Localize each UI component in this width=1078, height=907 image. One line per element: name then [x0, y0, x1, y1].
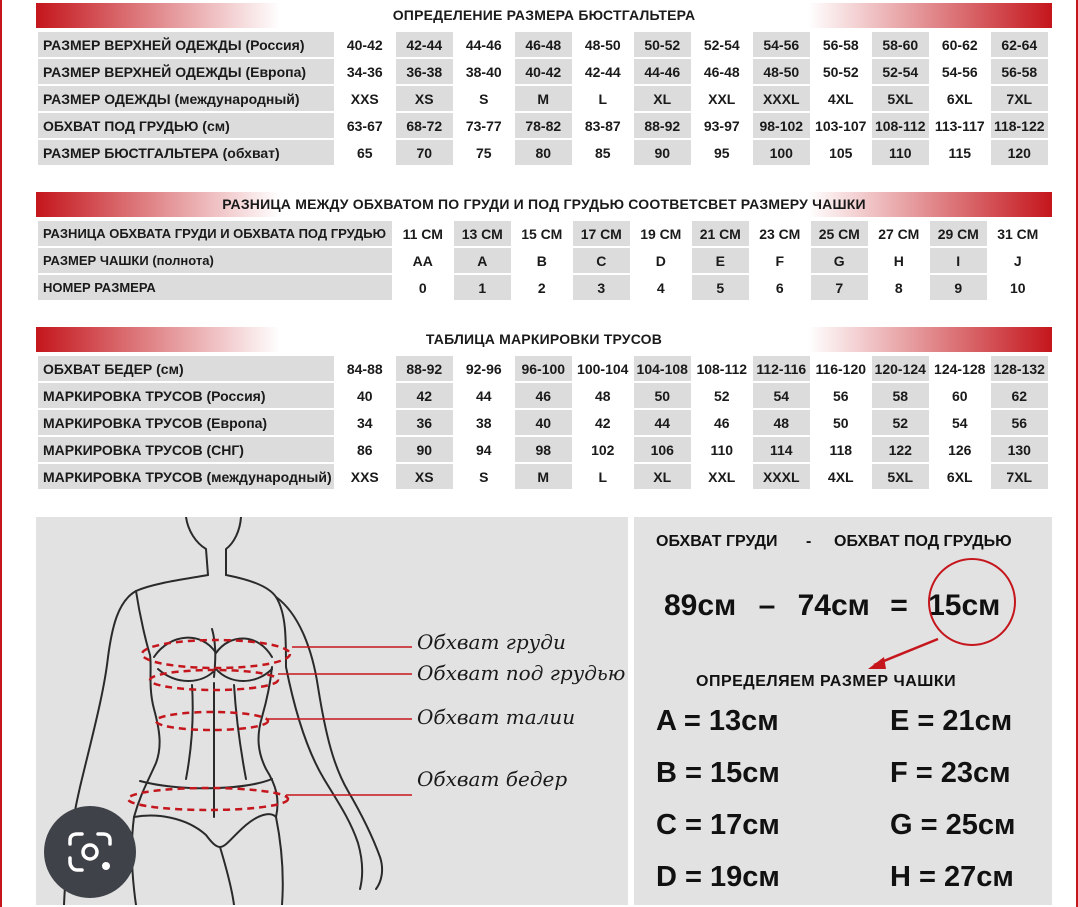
table-cell: F — [751, 248, 809, 273]
table-cell: 46 — [515, 383, 573, 408]
table-cell: 6XL — [931, 86, 989, 111]
chest-label: Обхват груди — [417, 630, 566, 654]
table-cell: 70 — [396, 140, 454, 165]
table-cell: 42 — [574, 410, 632, 435]
table-cell: 50 — [634, 383, 692, 408]
table-cell: 44 — [455, 383, 513, 408]
table-cell: 38-40 — [455, 59, 513, 84]
table-cell: 63-67 — [336, 113, 394, 138]
table-cell: 56-58 — [991, 59, 1049, 84]
table-cell: 21 СМ — [692, 221, 750, 246]
cup-b-value: B = 15см — [656, 757, 780, 789]
table-cell: 95 — [693, 140, 751, 165]
table-cell: 52-54 — [872, 59, 930, 84]
table-cell: 5XL — [872, 464, 930, 489]
table-cell: 48-50 — [574, 32, 632, 57]
calc-subtitle: ОПРЕДЕЛЯЕМ РАЗМЕР ЧАШКИ — [696, 673, 957, 690]
cup-d-value: D = 19см — [656, 861, 780, 893]
table-cell: 126 — [931, 437, 989, 462]
table-cell: 7XL — [991, 86, 1049, 111]
formula-minus: – — [758, 589, 776, 622]
table-cell: D — [632, 248, 690, 273]
table-row — [38, 437, 1048, 462]
table-cell: 27 СМ — [870, 221, 928, 246]
table-cell: 110 — [693, 437, 751, 462]
arrow-icon — [864, 635, 944, 675]
table-cell: 50-52 — [812, 59, 870, 84]
table-cell: 98 — [515, 437, 573, 462]
table-cell: 15 СМ — [513, 221, 571, 246]
table-cell: 116-120 — [812, 356, 870, 381]
table-cell: 7XL — [991, 464, 1049, 489]
cup-f-value: F = 23см — [890, 757, 1011, 789]
table-row — [38, 59, 1048, 84]
table-cell: M — [515, 86, 573, 111]
table-cell: 75 — [455, 140, 513, 165]
row-label: РАЗНИЦА ОБХВАТА ГРУДИ И ОБХВАТА ПОД ГРУДЬЮ — [38, 221, 392, 246]
table-cell: XS — [396, 464, 454, 489]
table-cell: 34-36 — [336, 59, 394, 84]
table-cell: 44 — [634, 410, 692, 435]
table-cell: 88-92 — [396, 356, 454, 381]
table-cell: 84-88 — [336, 356, 394, 381]
table-cell: 68-72 — [396, 113, 454, 138]
underbust-label: Обхват под грудью — [417, 661, 626, 685]
table-cell: 60-62 — [931, 32, 989, 57]
bra-section-title: ОПРЕДЕЛЕНИЕ РАЗМЕРА БЮСТГАЛЬТЕРА — [36, 3, 1052, 28]
table-cell: XL — [634, 86, 692, 111]
row-label: МАРКИРОВКА ТРУСОВ (международный) — [38, 464, 334, 489]
table-cell: 54-56 — [931, 59, 989, 84]
table-cell: XXL — [693, 86, 751, 111]
table-cell: XXS — [336, 464, 394, 489]
row-label: РАЗМЕР БЮСТГАЛЬТЕРА (обхват) — [38, 140, 334, 165]
table-cell: 86 — [336, 437, 394, 462]
table-cell: A — [454, 248, 512, 273]
table-cell: 31 СМ — [989, 221, 1047, 246]
row-label: РАЗМЕР ОДЕЖДЫ (международный) — [38, 86, 334, 111]
table-cell: 98-102 — [753, 113, 811, 138]
table-cell: 85 — [574, 140, 632, 165]
calc-header-dash: - — [806, 533, 812, 550]
cup-e-value: E = 21см — [890, 705, 1013, 737]
cup-c-value: C = 17см — [656, 809, 780, 841]
table-cell: 110 — [872, 140, 930, 165]
table-cell: AA — [394, 248, 452, 273]
cup-section-title: РАЗНИЦА МЕЖДУ ОБХВАТОМ ПО ГРУДИ И ПОД ГРУДЬЮ СООТВЕТСВЕТ РАЗМЕРУ ЧАШКИ — [36, 192, 1052, 217]
table-cell: 50 — [812, 410, 870, 435]
table-cell: 50-52 — [634, 32, 692, 57]
table-row — [38, 383, 1048, 408]
table-cell: 6XL — [931, 464, 989, 489]
table-cell: 80 — [515, 140, 573, 165]
table-cell: 124-128 — [931, 356, 989, 381]
table-cell: 2 — [513, 275, 571, 300]
table-cell: 83-87 — [574, 113, 632, 138]
cup-calculation-panel — [634, 517, 1052, 905]
calc-header-bust: ОБХВАТ ГРУДИ — [656, 533, 778, 550]
row-label: МАРКИРОВКА ТРУСОВ (Европа) — [38, 410, 334, 435]
table-cell: 5 — [692, 275, 750, 300]
table-cell: 42-44 — [396, 32, 454, 57]
table-cell: I — [930, 248, 988, 273]
cup-h-value: H = 27см — [890, 861, 1014, 893]
table-cell: 103-107 — [812, 113, 870, 138]
table-cell: 56-58 — [812, 32, 870, 57]
hips-label: Обхват бедер — [417, 767, 568, 791]
table-row — [38, 464, 1048, 489]
table-cell: 62 — [991, 383, 1049, 408]
table-cell: S — [455, 86, 513, 111]
table-cell: 38 — [455, 410, 513, 435]
table-cell: 120-124 — [872, 356, 930, 381]
table-cell: XL — [634, 464, 692, 489]
table-cell: 40-42 — [515, 59, 573, 84]
row-label: ОБХВАТ БЕДЕР (см) — [38, 356, 334, 381]
table-cell: 92-96 — [455, 356, 513, 381]
table-cell: 118 — [812, 437, 870, 462]
table-cell: 108-112 — [693, 356, 751, 381]
table-cell: 115 — [931, 140, 989, 165]
table-cell: 58-60 — [872, 32, 930, 57]
table-cell: M — [515, 464, 573, 489]
table-cell: 46-48 — [515, 32, 573, 57]
table-row — [38, 140, 1048, 165]
table-cell: 44-46 — [455, 32, 513, 57]
formula-bust-value: 89см — [664, 589, 737, 622]
table-cell: 96-100 — [515, 356, 573, 381]
table-cell: 4 — [632, 275, 690, 300]
table-cell: 78-82 — [515, 113, 573, 138]
table-cell: 40 — [515, 410, 573, 435]
table-row — [38, 86, 1048, 111]
table-cell: XXXL — [753, 86, 811, 111]
briefs-size-table — [36, 354, 1050, 491]
table-cell: 93-97 — [693, 113, 751, 138]
table-cell: 25 СМ — [811, 221, 869, 246]
row-label: РАЗМЕР ВЕРХНЕЙ ОДЕЖДЫ (Европа) — [38, 59, 334, 84]
table-row — [38, 275, 1047, 300]
table-cell: 114 — [753, 437, 811, 462]
table-cell: L — [574, 464, 632, 489]
table-cell: 105 — [812, 140, 870, 165]
row-label: ОБХВАТ ПОД ГРУДЬЮ (см) — [38, 113, 334, 138]
table-cell: 90 — [634, 140, 692, 165]
table-cell: S — [455, 464, 513, 489]
table-cell: 23 СМ — [751, 221, 809, 246]
briefs-section-title: ТАБЛИЦА МАРКИРОВКИ ТРУСОВ — [36, 327, 1052, 352]
table-cell: XXS — [336, 86, 394, 111]
table-row — [38, 248, 1047, 273]
row-label: РАЗМЕР ЧАШКИ (полнота) — [38, 248, 392, 273]
table-cell: 36-38 — [396, 59, 454, 84]
row-label: РАЗМЕР ВЕРХНЕЙ ОДЕЖДЫ (Россия) — [38, 32, 334, 57]
table-cell: 9 — [930, 275, 988, 300]
table-cell: 106 — [634, 437, 692, 462]
table-cell: 100 — [753, 140, 811, 165]
row-label: МАРКИРОВКА ТРУСОВ (СНГ) — [38, 437, 334, 462]
waist-label: Обхват талии — [417, 705, 576, 729]
table-cell: 62-64 — [991, 32, 1049, 57]
table-cell: 3 — [573, 275, 631, 300]
table-cell: 48 — [753, 410, 811, 435]
table-cell: 8 — [870, 275, 928, 300]
table-cell: 56 — [812, 383, 870, 408]
table-cell: 108-112 — [872, 113, 930, 138]
table-cell: 52 — [872, 410, 930, 435]
table-cell: 29 СМ — [930, 221, 988, 246]
table-row — [38, 113, 1048, 138]
table-cell: 40-42 — [336, 32, 394, 57]
table-cell: E — [692, 248, 750, 273]
table-cell: 102 — [574, 437, 632, 462]
cup-size-table — [36, 219, 1049, 302]
table-cell: 46 — [693, 410, 751, 435]
table-cell: 88-92 — [634, 113, 692, 138]
table-cell: 6 — [751, 275, 809, 300]
table-cell: 34 — [336, 410, 394, 435]
row-label: МАРКИРОВКА ТРУСОВ (Россия) — [38, 383, 334, 408]
cup-a-value: A = 13см — [656, 705, 779, 737]
calc-header-underbust: ОБХВАТ ПОД ГРУДЬЮ — [834, 533, 1012, 550]
table-cell: 17 СМ — [573, 221, 631, 246]
table-cell: 56 — [991, 410, 1049, 435]
table-cell: 44-46 — [634, 59, 692, 84]
table-cell: 13 СМ — [454, 221, 512, 246]
table-row — [38, 32, 1048, 57]
table-cell: 54-56 — [753, 32, 811, 57]
google-lens-icon — [64, 828, 116, 876]
table-cell: 48-50 — [753, 59, 811, 84]
table-cell: 1 — [454, 275, 512, 300]
table-cell: 104-108 — [634, 356, 692, 381]
table-cell: 19 СМ — [632, 221, 690, 246]
table-cell: XXXL — [753, 464, 811, 489]
table-row — [38, 356, 1048, 381]
table-cell: B — [513, 248, 571, 273]
table-cell: 122 — [872, 437, 930, 462]
table-cell: 118-122 — [991, 113, 1049, 138]
table-cell: 40 — [336, 383, 394, 408]
table-cell: 113-117 — [931, 113, 989, 138]
table-cell: 60 — [931, 383, 989, 408]
table-cell: 5XL — [872, 86, 930, 111]
table-cell: 54 — [753, 383, 811, 408]
table-cell: 0 — [394, 275, 452, 300]
table-cell: 10 — [989, 275, 1047, 300]
table-cell: 48 — [574, 383, 632, 408]
table-cell: G — [811, 248, 869, 273]
table-cell: 46-48 — [693, 59, 751, 84]
formula-result: 15см — [928, 589, 1001, 622]
table-row — [38, 221, 1047, 246]
table-cell: 7 — [811, 275, 869, 300]
bra-size-table — [36, 30, 1050, 167]
table-cell: 54 — [931, 410, 989, 435]
table-cell: 11 СМ — [394, 221, 452, 246]
table-cell: 65 — [336, 140, 394, 165]
google-lens-button[interactable] — [44, 806, 136, 898]
result-highlight-circle — [928, 558, 1016, 646]
table-cell: 4XL — [812, 86, 870, 111]
row-label: НОМЕР РАЗМЕРА — [38, 275, 392, 300]
table-cell: 90 — [396, 437, 454, 462]
table-cell: 112-116 — [753, 356, 811, 381]
table-cell: 42-44 — [574, 59, 632, 84]
table-row — [38, 410, 1048, 435]
table-cell: 58 — [872, 383, 930, 408]
table-cell: 52-54 — [693, 32, 751, 57]
table-cell: 4XL — [812, 464, 870, 489]
table-cell: 73-77 — [455, 113, 513, 138]
table-cell: 36 — [396, 410, 454, 435]
table-cell: 120 — [991, 140, 1049, 165]
table-cell: 100-104 — [574, 356, 632, 381]
table-cell: 94 — [455, 437, 513, 462]
table-cell: 42 — [396, 383, 454, 408]
table-cell: XXL — [693, 464, 751, 489]
formula-underbust-value: 74см — [797, 589, 870, 622]
table-cell: 130 — [991, 437, 1049, 462]
cup-g-value: G = 25см — [890, 809, 1016, 841]
table-cell: J — [989, 248, 1047, 273]
table-cell: H — [870, 248, 928, 273]
formula-equals: = — [890, 589, 908, 622]
table-cell: L — [574, 86, 632, 111]
table-cell: 52 — [693, 383, 751, 408]
table-cell: XS — [396, 86, 454, 111]
table-cell: C — [573, 248, 631, 273]
table-cell: 128-132 — [991, 356, 1049, 381]
